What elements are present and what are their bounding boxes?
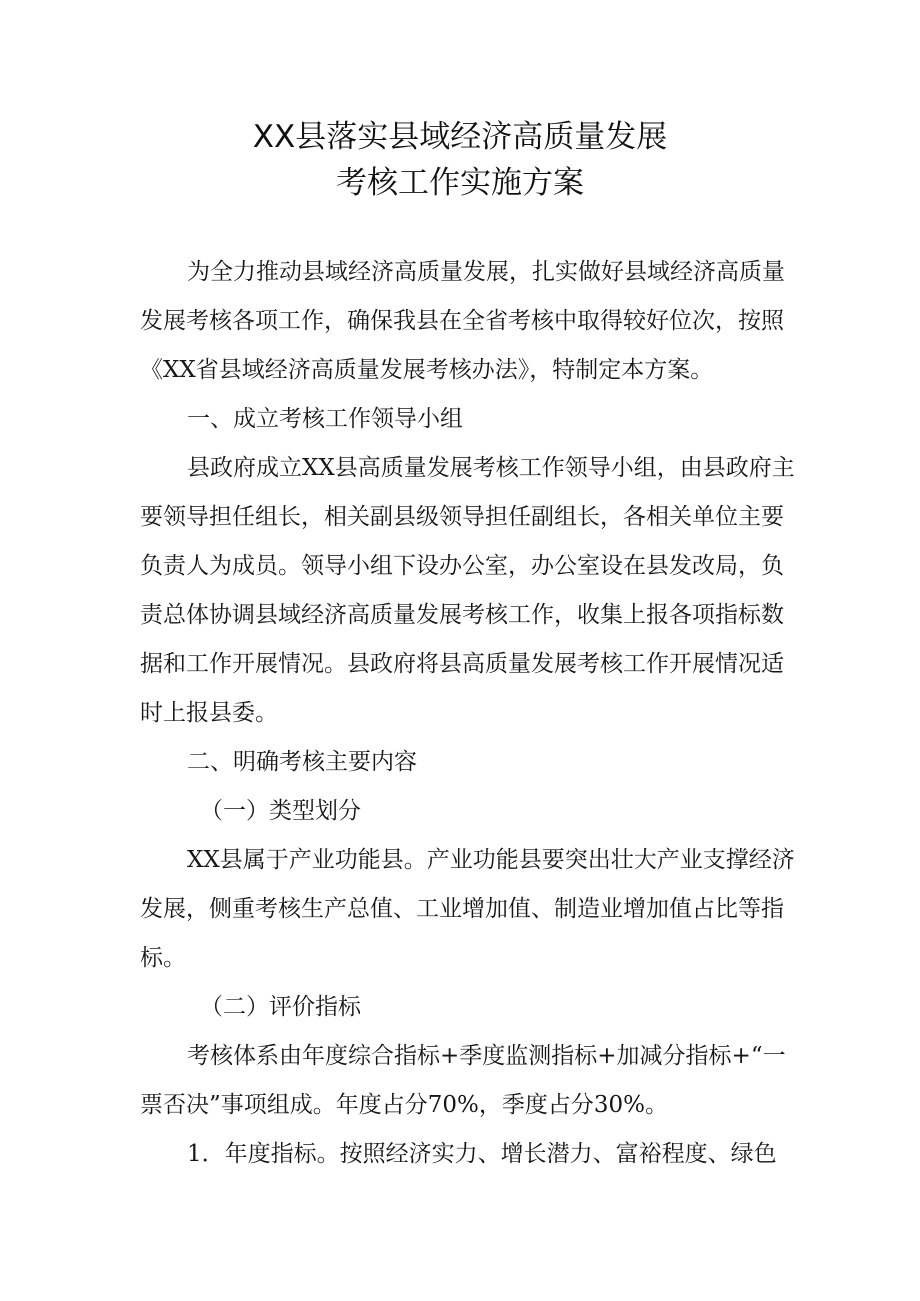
document-title-line-2: 考核工作实施方案 — [336, 165, 584, 201]
subsection-heading-1: （一）类型划分 — [200, 798, 361, 824]
paragraph-3-line-1: XX县属于产业功能县。产业功能县要突出壮大产业支撑经济 — [187, 847, 795, 873]
paragraph-2-line-2: 要领导担任组长，相关副县级领导担任副组长，各相关单位主要 — [140, 504, 784, 530]
section-heading-1: 一、成立考核工作领导小组 — [187, 406, 463, 432]
paragraph-2-line-1: 县政府成立XX县高质量发展考核工作领导小组，由县政府主 — [187, 455, 795, 481]
paragraph-5-line-1: 1．年度指标。按照经济实力、增长潜力、富裕程度、绿色 — [187, 1141, 777, 1167]
paragraph-1-line-3: 《XX省县域经济高质量发展考核办法》，特制定本方案。 — [140, 357, 714, 383]
paragraph-1-line-1: 为全力推动县域经济高质量发展，扎实做好县域经济高质量 — [187, 259, 785, 285]
paragraph-2-line-5: 据和工作开展情况。县政府将县高质量发展考核工作开展情况适 — [140, 651, 784, 677]
paragraph-4-line-2: 票否决”事项组成。年度占分70%，季度占分30%。 — [140, 1092, 669, 1118]
paragraph-2-line-4: 责总体协调县域经济高质量发展考核工作，收集上报各项指标数 — [140, 602, 784, 628]
paragraph-3-line-2: 发展，侧重考核生产总值、工业增加值、制造业增加值占比等指 — [140, 896, 784, 922]
document-title-line-1: XX县落实县域经济高质量发展 — [252, 119, 668, 155]
paragraph-1-line-2: 发展考核各项工作，确保我县在全省考核中取得较好位次，按照 — [140, 308, 784, 334]
paragraph-4-line-1: 考核体系由年度综合指标+季度监测指标+加减分指标+“一 — [187, 1043, 786, 1069]
paragraph-3-line-3: 标。 — [140, 945, 186, 971]
paragraph-2-line-3: 负责人为成员。领导小组下设办公室，办公室设在县发改局，负 — [140, 553, 784, 579]
paragraph-2-line-6: 时上报县委。 — [140, 700, 278, 726]
subsection-heading-2: （二）评价指标 — [200, 994, 361, 1020]
section-heading-2: 二、明确考核主要内容 — [187, 749, 417, 775]
